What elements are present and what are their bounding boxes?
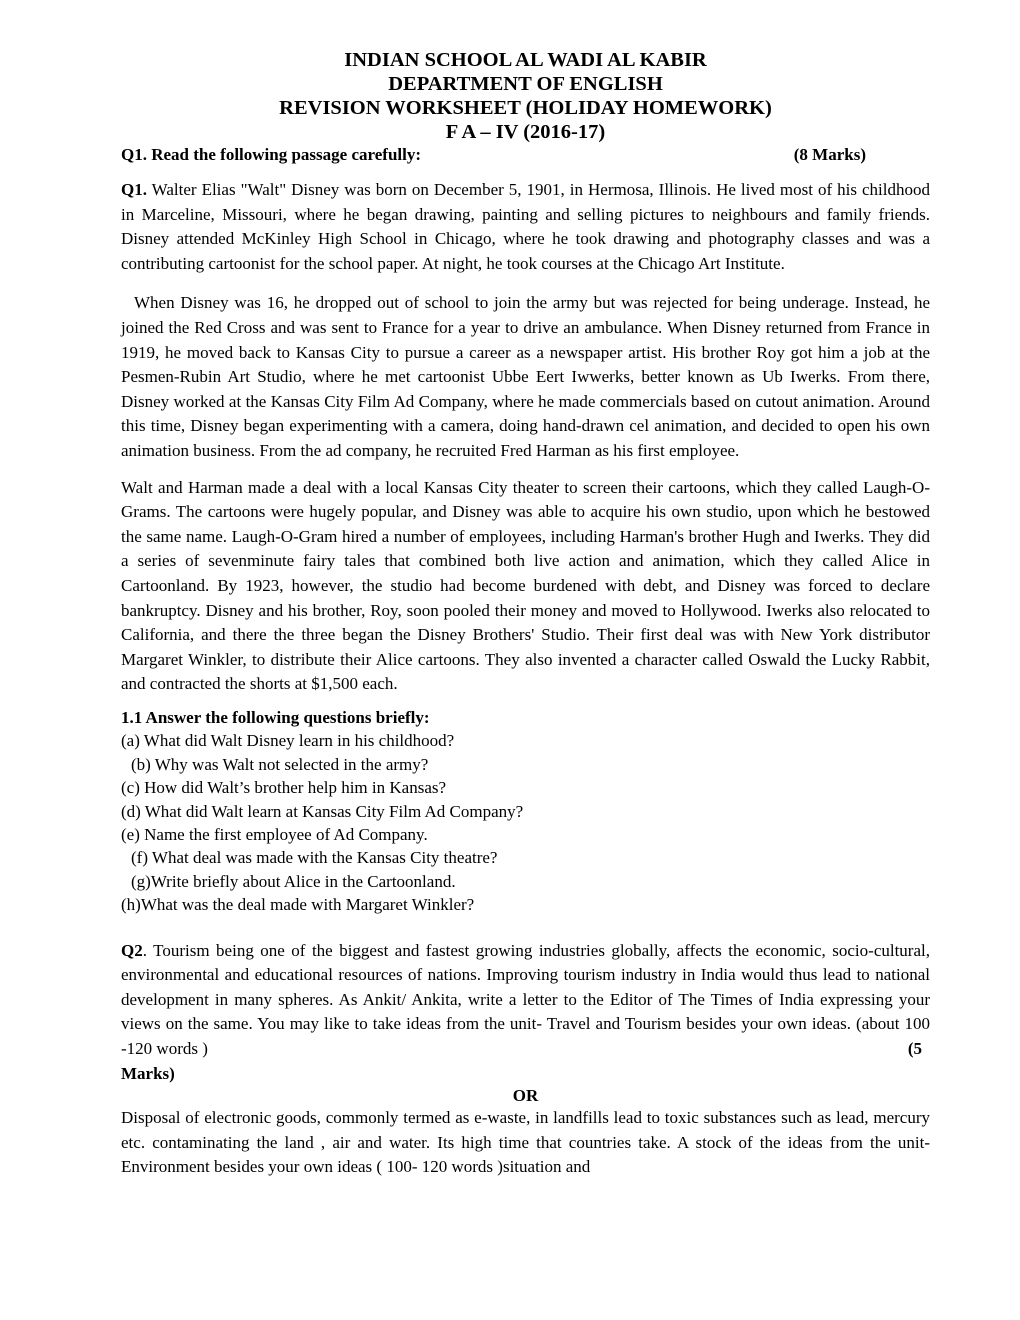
term-label: F A – IV (2016-17) — [445, 121, 606, 143]
department-name: DEPARTMENT OF ENGLISH — [388, 73, 663, 95]
q2-alternative-prompt: Disposal of electronic goods, commonly termed as e-waste, in landfills lead to toxic substances such as lead, mercury etc. contaminating the land , air and water. Its high time that countries take. A stock of the ideas from the unit- Environment besides your own ideas ( 100- 120 words )situation and — [121, 1108, 930, 1177]
questions-heading: 1.1 Answer the following questions briefly: — [121, 707, 430, 727]
question-f: (f) What deal was made with the Kansas City theatre? — [131, 848, 498, 868]
school-name: INDIAN SCHOOL AL WADI AL KABIR — [344, 49, 707, 71]
question-a: (a) What did Walt Disney learn in his childhood? — [121, 731, 455, 751]
q2-text: . Tourism being one of the biggest and fastest growing industries globally, affects the economic, socio-cultural, environmental and educational resources of nations. Improving tourism industry in India would thus lead to national development in many spheres. As Ankit/ Ankita, write a letter to the Editor of The Times of India expressing your views on the same. You may like to take ideas from the unit- Travel and Tourism besides your own ideas. (about 100 -120 words ) — [121, 940, 930, 1058]
passage-paragraph-2: When Disney was 16, he dropped out of school to join the army but was rejected for being underage. Instead, he joined the Red Cross and was sent to France for a year to drive an ambulance. When Disney returned from France in 1919, he moved back to Kansas City to pursue a career as a newspaper artist. His brother Roy got him a job at the Pesmen-Rubin Art Studio, where he met cartoonist Ubbe Eert Iwwerks, better known as Ub Iwerks. From there, Disney worked at the Kansas City Film Ad Company, where he made commercials based on cutout animation. Around this time, Disney began experimenting with a camera, doing hand-drawn cel animation, and decided to open his own animation business. From the ad company, he recruited Fred Harman as his first employee. — [121, 293, 930, 460]
q2-prompt — [121, 939, 930, 1062]
q2-label: Q2 — [121, 940, 143, 960]
q2-marks-continued: Marks) — [121, 1063, 175, 1083]
question-e: (e) Name the first employee of Ad Company. — [121, 825, 428, 844]
question-d: (d) What did Walt learn at Kansas City Film Ad Company? — [121, 801, 524, 821]
question-h: (h)What was the deal made with Margaret Winkler? — [121, 895, 475, 915]
question-list — [121, 729, 930, 916]
q1-marks: (8 Marks) — [793, 145, 866, 164]
q2-marks: (5 — [907, 1039, 922, 1058]
question-g: (g)Write briefly about Alice in the Cartoonland. — [131, 871, 456, 891]
passage-paragraph-3: Walt and Harman made a deal with a local Kansas City theater to screen their cartoons, which they called Laugh-O-Grams. The cartoons were hugely popular, and Disney was able to acquire his own studio, upon which he bestowed the same name. Laugh-O-Gram hired a number of employees, including Harman's brother Hugh and Iwerks. They did a series of sevenminute fairy tales that combined both live action and animation, which they called Alice in Cartoonland. By 1923, however, the studio had become burdened with debt, and Disney was forced to declare bankruptcy. Disney and his brother, Roy, soon pooled their money and moved to Hollywood. Iwerks also relocated to California, and there the three began the Disney Brothers' Studio. Their first deal was with New York distributor Margaret Winkler, to distribute their Alice cartoons. They also invented a character called Oswald the Lucky Rabbit, and contracted the shorts at $1,500 each. — [121, 477, 930, 694]
question-c: (c) How did Walt’s brother help him in Kansas? — [121, 778, 447, 798]
passage-paragraph-1-text: Walter Elias "Walt" Disney was born on December 5, 1901, in Hermosa, Illinois. He lived most of his childhood in Marceline, Missouri, where he began drawing, painting and selling pictures to neighbours and family friends. Disney attended McKinley High School in Chicago, where he took drawing and photography classes and was a contributing cartoonist for the school paper. At night, he took courses at the Chicago Art Institute. — [121, 180, 930, 273]
q1-instruction: Q1. Read the following passage carefully: — [121, 145, 422, 164]
q1-instruction-row — [121, 145, 930, 165]
question-b: (b) Why was Walt not selected in the army? — [131, 754, 429, 774]
worksheet-title: REVISION WORKSHEET (HOLIDAY HOMEWORK) — [279, 97, 772, 119]
q1-label: Q1. — [121, 180, 147, 199]
passage-paragraph-1 — [121, 178, 930, 276]
worksheet-page — [121, 48, 930, 1180]
or-separator: OR — [512, 1086, 539, 1106]
